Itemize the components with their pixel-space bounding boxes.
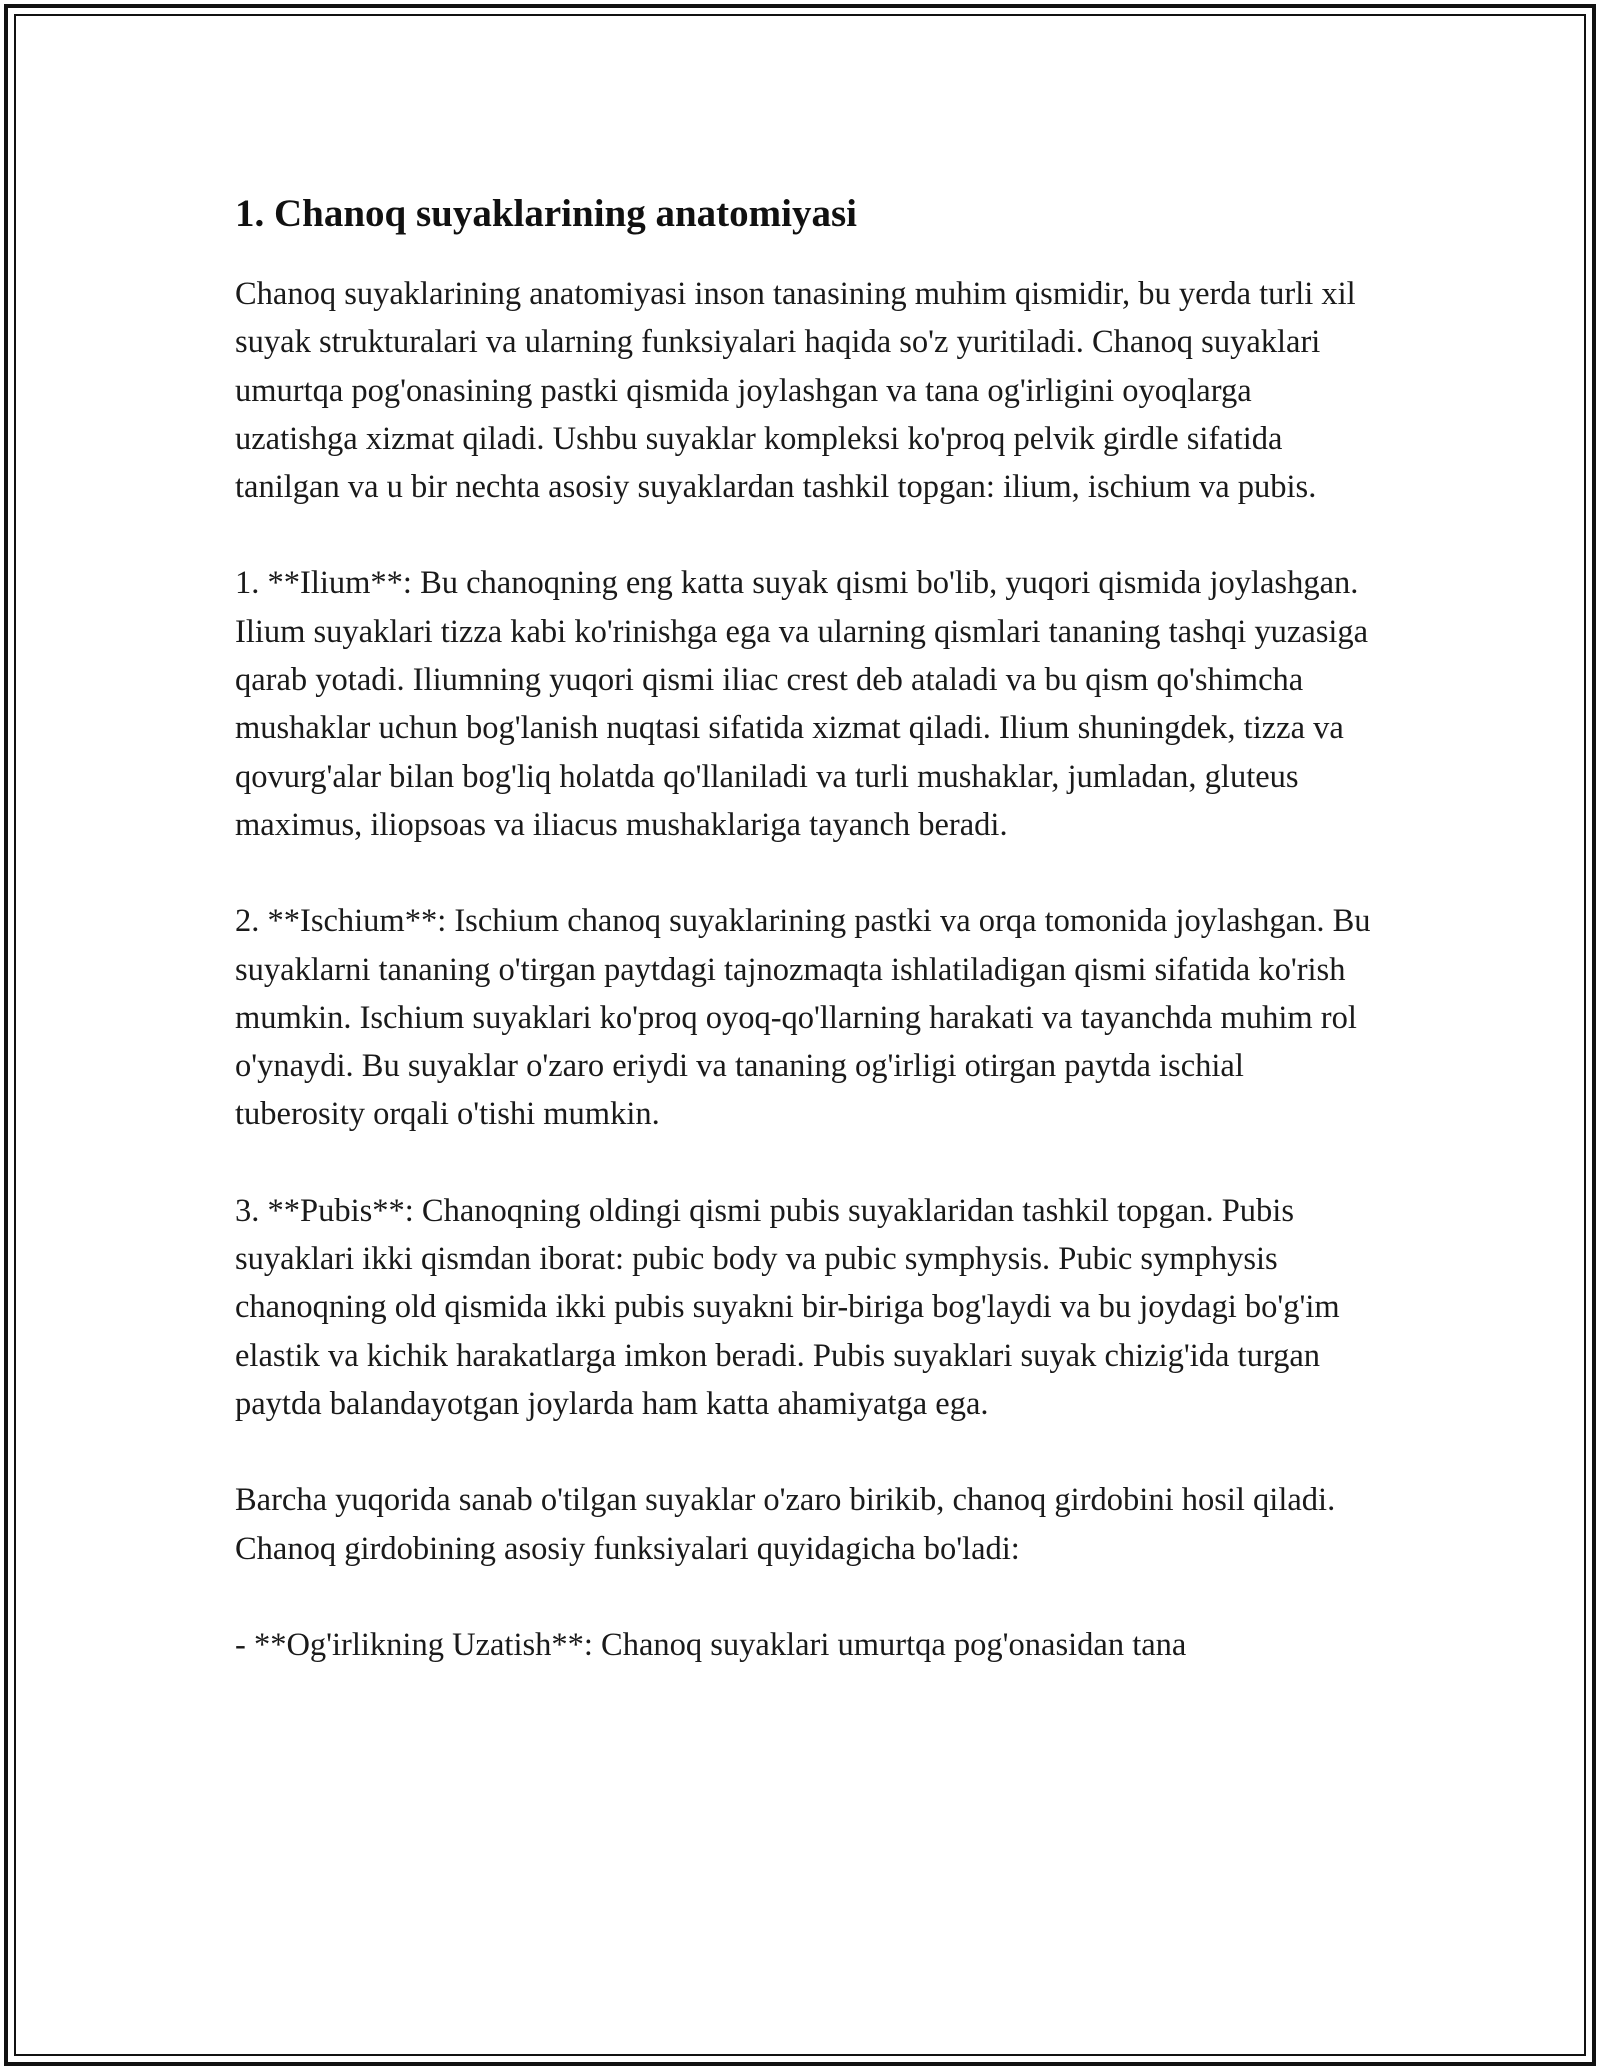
pubis-paragraph: 3. **Pubis**: Chanoqning oldingi qismi pubis suyaklaridan tashkil topgan. Pubis suyaklari ikki qismdan iborat: pubic body va pubic symphysis. Pubic symphysis chanoqning old qismida ikki pubis suyakni bir-biriga bog'laydi va bu joydagi bo'g'im elastik va kichik harakatlarga imkon beradi. Pubis suyaklari suyak chizig'ida turgan paytda balandayotgan joylarda ham katta ahamiyatga ega. bbox=[235, 1192, 1340, 1422]
summary-paragraph: Barcha yuqorida sanab o'tilgan suyaklar o'zaro birikib, chanoq girdobini hosil qiladi. Chanoq girdobining asosiy funksiyalari quyidagicha bo'ladi: bbox=[235, 1482, 1336, 1567]
list-item-weight-transfer: - **Og'irlikning Uzatish**: Chanoq suyaklari umurtqa pog'onasidan tana bbox=[235, 1626, 1187, 1663]
intro-paragraph: Chanoq suyaklarining anatomiyasi inson tanasining muhim qismidir, bu yerda turli xil suyak strukturalari va ularning funksiyalari haqida so'z yuritiladi. Chanoq suyaklari umurtqa pog'onasining pastki qismida joylashgan va tana og'irligini oyoqlarga uzatishga xizmat qiladi. Ushbu suyaklar kompleksi ko'proq pelvik girdle sifatida tanilgan va u bir nechta asosiy suyaklardan tashkil topgan: ilium, ischium va pubis. bbox=[235, 276, 1356, 506]
section-heading: 1. Chanoq suyaklarining anatomiyasi bbox=[235, 192, 858, 235]
ischium-paragraph: 2. **Ischium**: Ischium chanoq suyaklarining pastki va orqa tomonida joylashgan. Bu suyaklarni tananing o'tirgan paytdagi tajnozmaqta ishlatiladigan qismi sifatida ko'rish mumkin. Ischium suyaklari ko'proq oyoq-qo'llarning harakati va tayanchda muhim rol o'ynaydi. Bu suyaklar o'zaro eriydi va tananing og'irligi otirgan paytda ischial tuberosity orqali o'tishi mumkin. bbox=[235, 903, 1371, 1133]
ilium-paragraph: 1. **Ilium**: Bu chanoqning eng katta suyak qismi bo'lib, yuqori qismida joylashgan. Ilium suyaklari tizza kabi ko'rinishga ega va ularning qismlari tananing tashqi yuzasiga qarab yotadi. Iliumning yuqori qismi iliac crest deb ataladi va bu qism qo'shimcha mushaklar uchun bog'lanish nuqtasi sifatida xizmat qiladi. Ilium shuningdek, tizza va qovurg'alar bilan bog'liq holatda qo'llaniladi va turli mushaklar, jumladan, gluteus maximus, iliopsoas va iliacus mushaklariga tayanch beradi. bbox=[235, 565, 1369, 843]
document-body bbox=[235, 188, 1375, 1717]
